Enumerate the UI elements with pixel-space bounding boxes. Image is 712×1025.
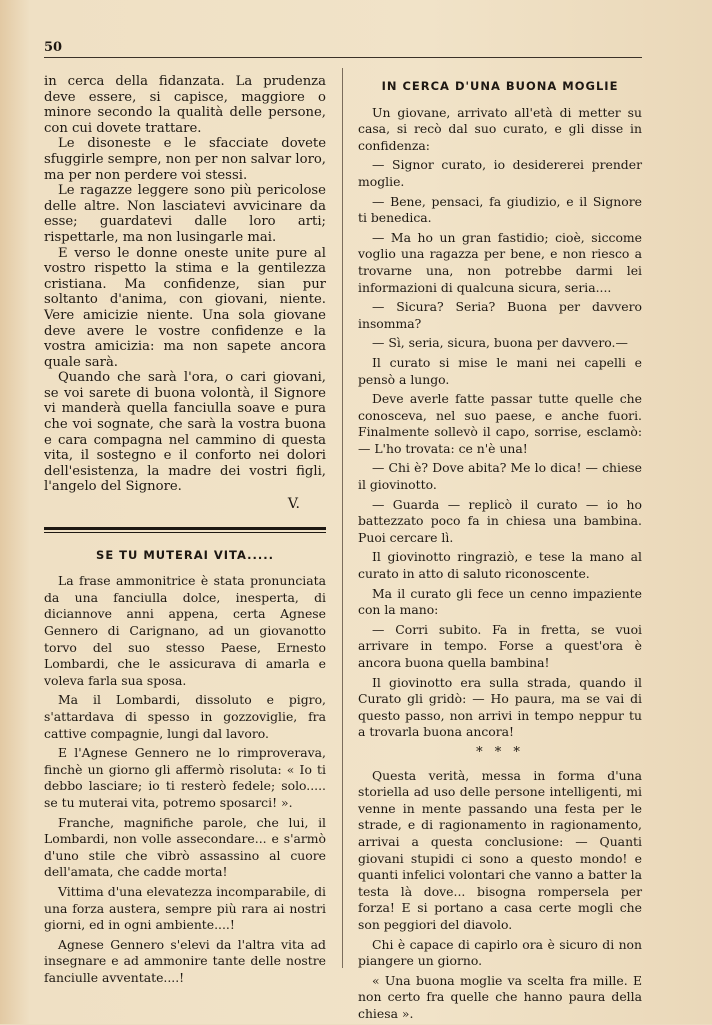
paragraph: Quando che sarà l'ora, o cari giovani, se voi sarete di buona volontà, il Signore vi manderà quella fanciulla soave e pura che voi sognate, che sarà la vostra buona e cara compagna nel cammino di questa vita, il sostegno e il conforto nei dolori dell'esistenza, la madre dei vostri figli, l'angelo del Signore. — [44, 370, 326, 495]
article-title: IN CERCA D'UNA BUONA MOGLIE — [381, 79, 619, 93]
paragraph: Ma il Lombardi, dissoluto e pigro, s'attardava di spesso in gozzoviglie, fra cattive compagnie, lungi dal lavoro. — [44, 692, 326, 741]
paragraph: Ma il curato gli fece un cenno impaziente con la mano: — [358, 585, 642, 618]
paragraph: — Bene, pensaci, fa giudizio, e il Signore ti benedica. — [358, 193, 642, 226]
paragraph: Franche, magnifiche parole, che lui, il Lombardi, non volle assecondare... e s'armò d'uno stile che vibrò assassino al cuore dell'amata, che cadde morta! — [44, 814, 326, 880]
article-continuation — [44, 74, 326, 513]
paragraph: Il curato si mise le mani nei capelli e pensò a lungo. — [358, 354, 642, 387]
paragraph: — Sì, seria, sicura, buona per davvero.— — [372, 335, 628, 351]
paragraph: Agnese Gennero s'elevi da l'altra vita ad insegnare e ad ammonire tante delle nostre fanciulle avventate....! — [44, 936, 326, 985]
article-se-tu-muterai-vita — [44, 547, 326, 987]
paragraph: E verso le donne oneste unite pure al vostro rispetto la stima e la gentilezza cristiana. Ma confidenze, sian pur soltanto d'anima, con giovani, niente. Vere amicizie niente. Una sola giovane deve avere le vostre confidenze e la vostra amicizia: ma non sapete ancora quale sarà. — [44, 245, 326, 370]
paragraph: Chi è capace di capirlo ora è sicuro di non piangere un giorno. — [358, 936, 642, 969]
column-divider — [342, 68, 343, 968]
paragraph: « Una buona moglie va scelta fra mille. E non certo fra quelle che hanno paura della chiesa ». — [358, 972, 642, 1021]
paragraph: Le disoneste e le sfacciate dovete sfuggirle sempre, non per non salvar loro, ma per non perdere voi stessi. — [44, 136, 326, 183]
paragraph: — Signor curato, io desidererei prender moglie. — [358, 157, 642, 189]
section-title: SE TU MUTERAI VITA..... — [96, 547, 274, 562]
paragraph: — Chi è? Dove abita? Me lo dica! — chiese il giovinotto. — [358, 460, 642, 493]
paragraph: in cerca della fidanzata. La prudenza deve essere, si capisce, maggiore o minore secondo la qualità delle persone, con cui dovete trattare. — [44, 74, 326, 136]
page-number: 50 — [44, 40, 63, 55]
paragraph: Deve averle fatte passar tutte quelle che conosceva, nel suo paese, e anche fuori. Finalmente sollevò il capo, sorrise, esclamò: — L'ho trovata: ce n'è una! — [358, 391, 642, 456]
right-column — [358, 74, 642, 1025]
paragraph: Le ragazze leggere sono più pericolose delle altre. Non lasciatevi avvicinare da esse; guardatevi dalle loro arti; rispettarle, ma non lusingarle mai. — [44, 183, 326, 245]
section-divider — [44, 527, 326, 533]
paragraph: Il giovinotto ringraziò, e tese la mano al curato in atto di saluto riconoscente. — [358, 549, 642, 582]
paragraph: — Sicura? Seria? Buona per davvero insomma? — [358, 299, 642, 331]
paragraph: Vittima d'una elevatezza incomparabile, di una forza austera, sempre più rara ai nostri giorni, ed in ogni ambiente....! — [44, 883, 326, 933]
author-signature: V. — [287, 496, 300, 513]
paragraph: E l'Agnese Gennero ne lo rimproverava, finchè un giorno gli affermò risoluta: « Io ti debbo lasciare; io ti resterò fedele; solo..... se tu muterai vita, potremo sposarci! ». — [44, 745, 326, 810]
paragraph: — Guarda — replicò il curato — io ho battezzato poco fa in chiesa una bambina. Puoi cercare lì. — [358, 496, 642, 545]
paragraph: Il giovinotto era sulla strada, quando il Curato gli gridò: — Ho paura, ma se vai di questo passo, non arrivi in tempo neppur tu a trovarla buona ancora! — [358, 674, 642, 740]
header-rule — [44, 57, 642, 58]
left-column — [44, 74, 326, 989]
asterism-separator: * * * — [476, 744, 524, 760]
paragraph: — Corri subito. Fa in fretta, se vuoi arrivare in tempo. Forse a quest'ora è ancora buona quella bambina! — [358, 621, 642, 670]
paragraph: — Ma ho un gran fastidio; cioè, siccome voglio una ragazza per bene, e non riesco a trovarne una, non potrebbe darmi lei informazioni di qualcuna sicura, seria.... — [358, 229, 642, 295]
paragraph: Questa verità, messa in forma d'una storiella ad uso delle persone intelligenti, mi venne in mente passando una festa per le strade, e di ragionamento in ragionamento, arrivai a questa conclusione: — Quanti giovani stupidi ci sono a questo mondo! e quanti infelici volontari che vanno a batter la testa là dove... bisogna rompersela per forza! E si portano a casa certe mogli che son peggiori del diavolo. — [358, 767, 642, 932]
paragraph: La frase ammonitrice è stata pronunciata da una fanciulla dolce, inesperta, di diciannove anni appena, certa Agnese Gennero di Carignano, ad un giovanotto torvo del suo stesso Paese, Ernesto Lombardi, che le assicurava di amarla e voleva farla sua sposa. — [44, 573, 326, 688]
paragraph: Un giovane, arrivato all'età di metter su casa, si recò dal suo curato, e gli disse in confidenza: — [358, 104, 642, 153]
